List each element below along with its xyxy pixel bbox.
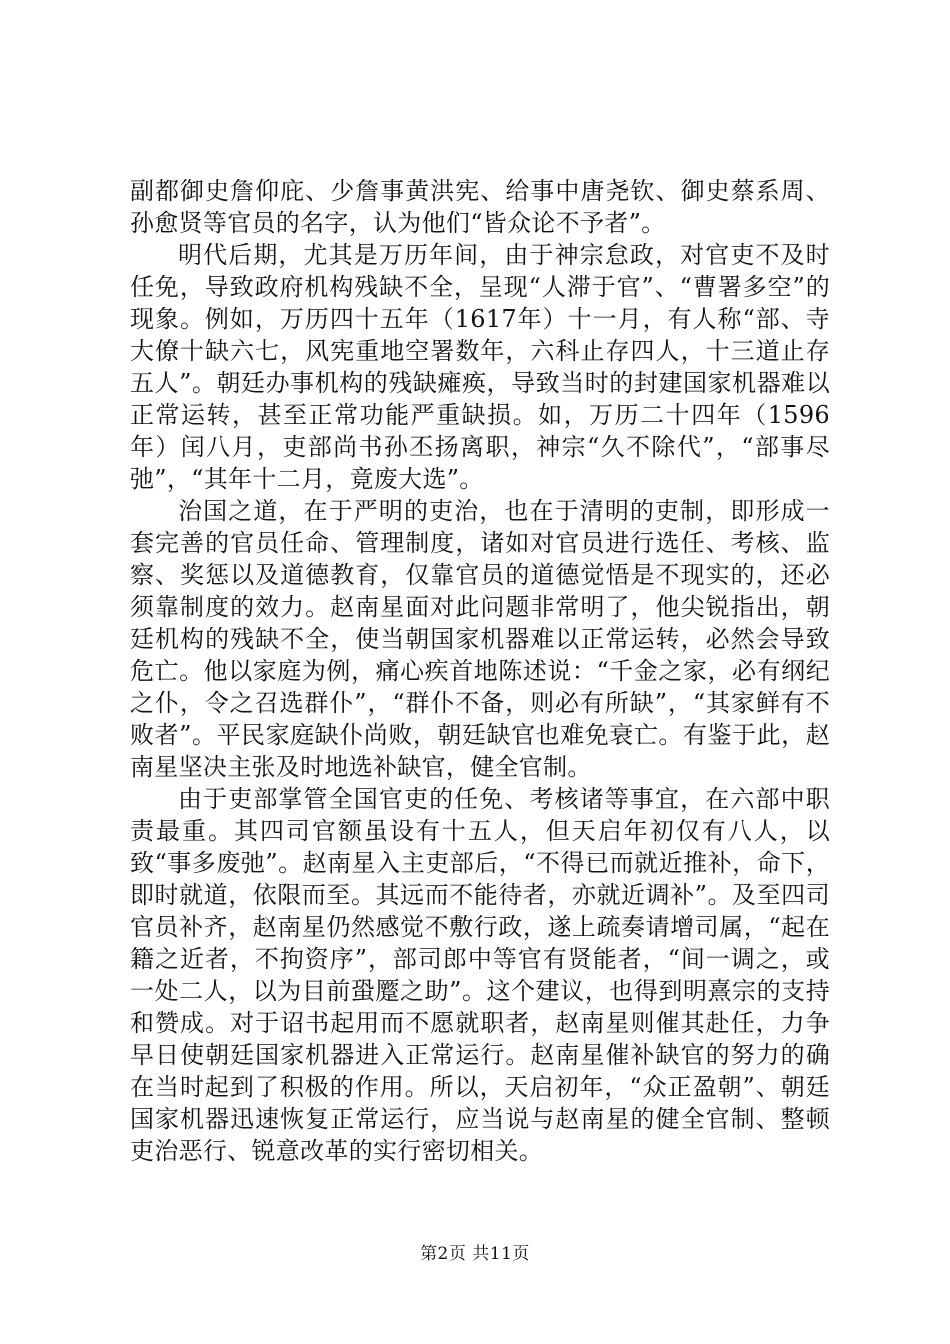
page-number-footer: 第2页 共11页 <box>420 1244 530 1264</box>
paragraph-1: 副都御史詹仰庇、少詹事黄洪宪、给事中唐尧钦、御史蔡系周、孙愈贤等官员的名字，认为他们“皆众论不予者”。 <box>130 177 830 237</box>
paragraph-2: 明代后期，尤其是万历年间，由于神宗怠政，对官吏不及时任免，导致政府机构残缺不全，呈现“人滞于官”、“曹署多空”的现象。例如，万历四十五年（1617年）十一月，有人称“部、寺大僚十缺六七，风宪重地空署数年，六科止存四人，十三道止存五人”。朝廷办事机构的残缺瘫痪，导致当时的封建国家机器难以正常运转，甚至正常功能严重缺损。如，万历二十四年（1596年）闰八月，吏部尚书孙丕扬离职，神宗“久不除代”，“部事尽弛”，“其年十二月，竟废大选”。 <box>130 241 830 493</box>
document-body <box>130 175 830 1167</box>
paragraph-4: 由于吏部掌管全国官吏的任免、考核诸等事宜，在六部中职责最重。其四司官额虽设有十五人，但天启年初仅有八人，以致“事多废弛”。赵南星入主吏部后，“不得已而就近推补，命下，即时就道，依限而至。其远而不能待者，亦就近调补”。及至四司官员补齐，赵南星仍然感觉不敷行政，遂上疏奏请增司属，“起在籍之近者，不拘资序”，部司郎中等官有贤能者，“间一调之，或一处二人，以为目前蛩蹷之助”。这个建议，也得到明熹宗的支持和赞成。对于诏书起用而不愿就职者，赵南星则催其赴任，力争早日使朝廷国家机器进入正常运行。赵南星催补缺官的努力的确在当时起到了积极的作用。所以，天启初年，“众正盈朝”、朝廷国家机器迅速恢复正常运行，应当说与赵南星的健全官制、整顿吏治恶行、锐意改革的实行密切相关。 <box>130 785 830 1165</box>
paragraph-3: 治国之道，在于严明的吏治，也在于清明的吏制，即形成一套完善的官员任命、管理制度，诸如对官员进行选任、考核、监察、奖惩以及道德教育，仅靠官员的道德觉悟是不现实的，还必须靠制度的效力。赵南星面对此问题非常明了，他尖锐指出，朝廷机构的残缺不全，使当朝国家机器难以正常运转，必然会导致危亡。他以家庭为例，痛心疾首地陈述说：“千金之家，必有纲纪之仆，令之召选群仆”，“群仆不备，则必有所缺”，“其家鲜有不败者”。平民家庭缺仆尚败，朝廷缺官也难免衰亡。有鉴于此，赵南星坚决主张及时地选补缺官，健全官制。 <box>130 497 830 781</box>
